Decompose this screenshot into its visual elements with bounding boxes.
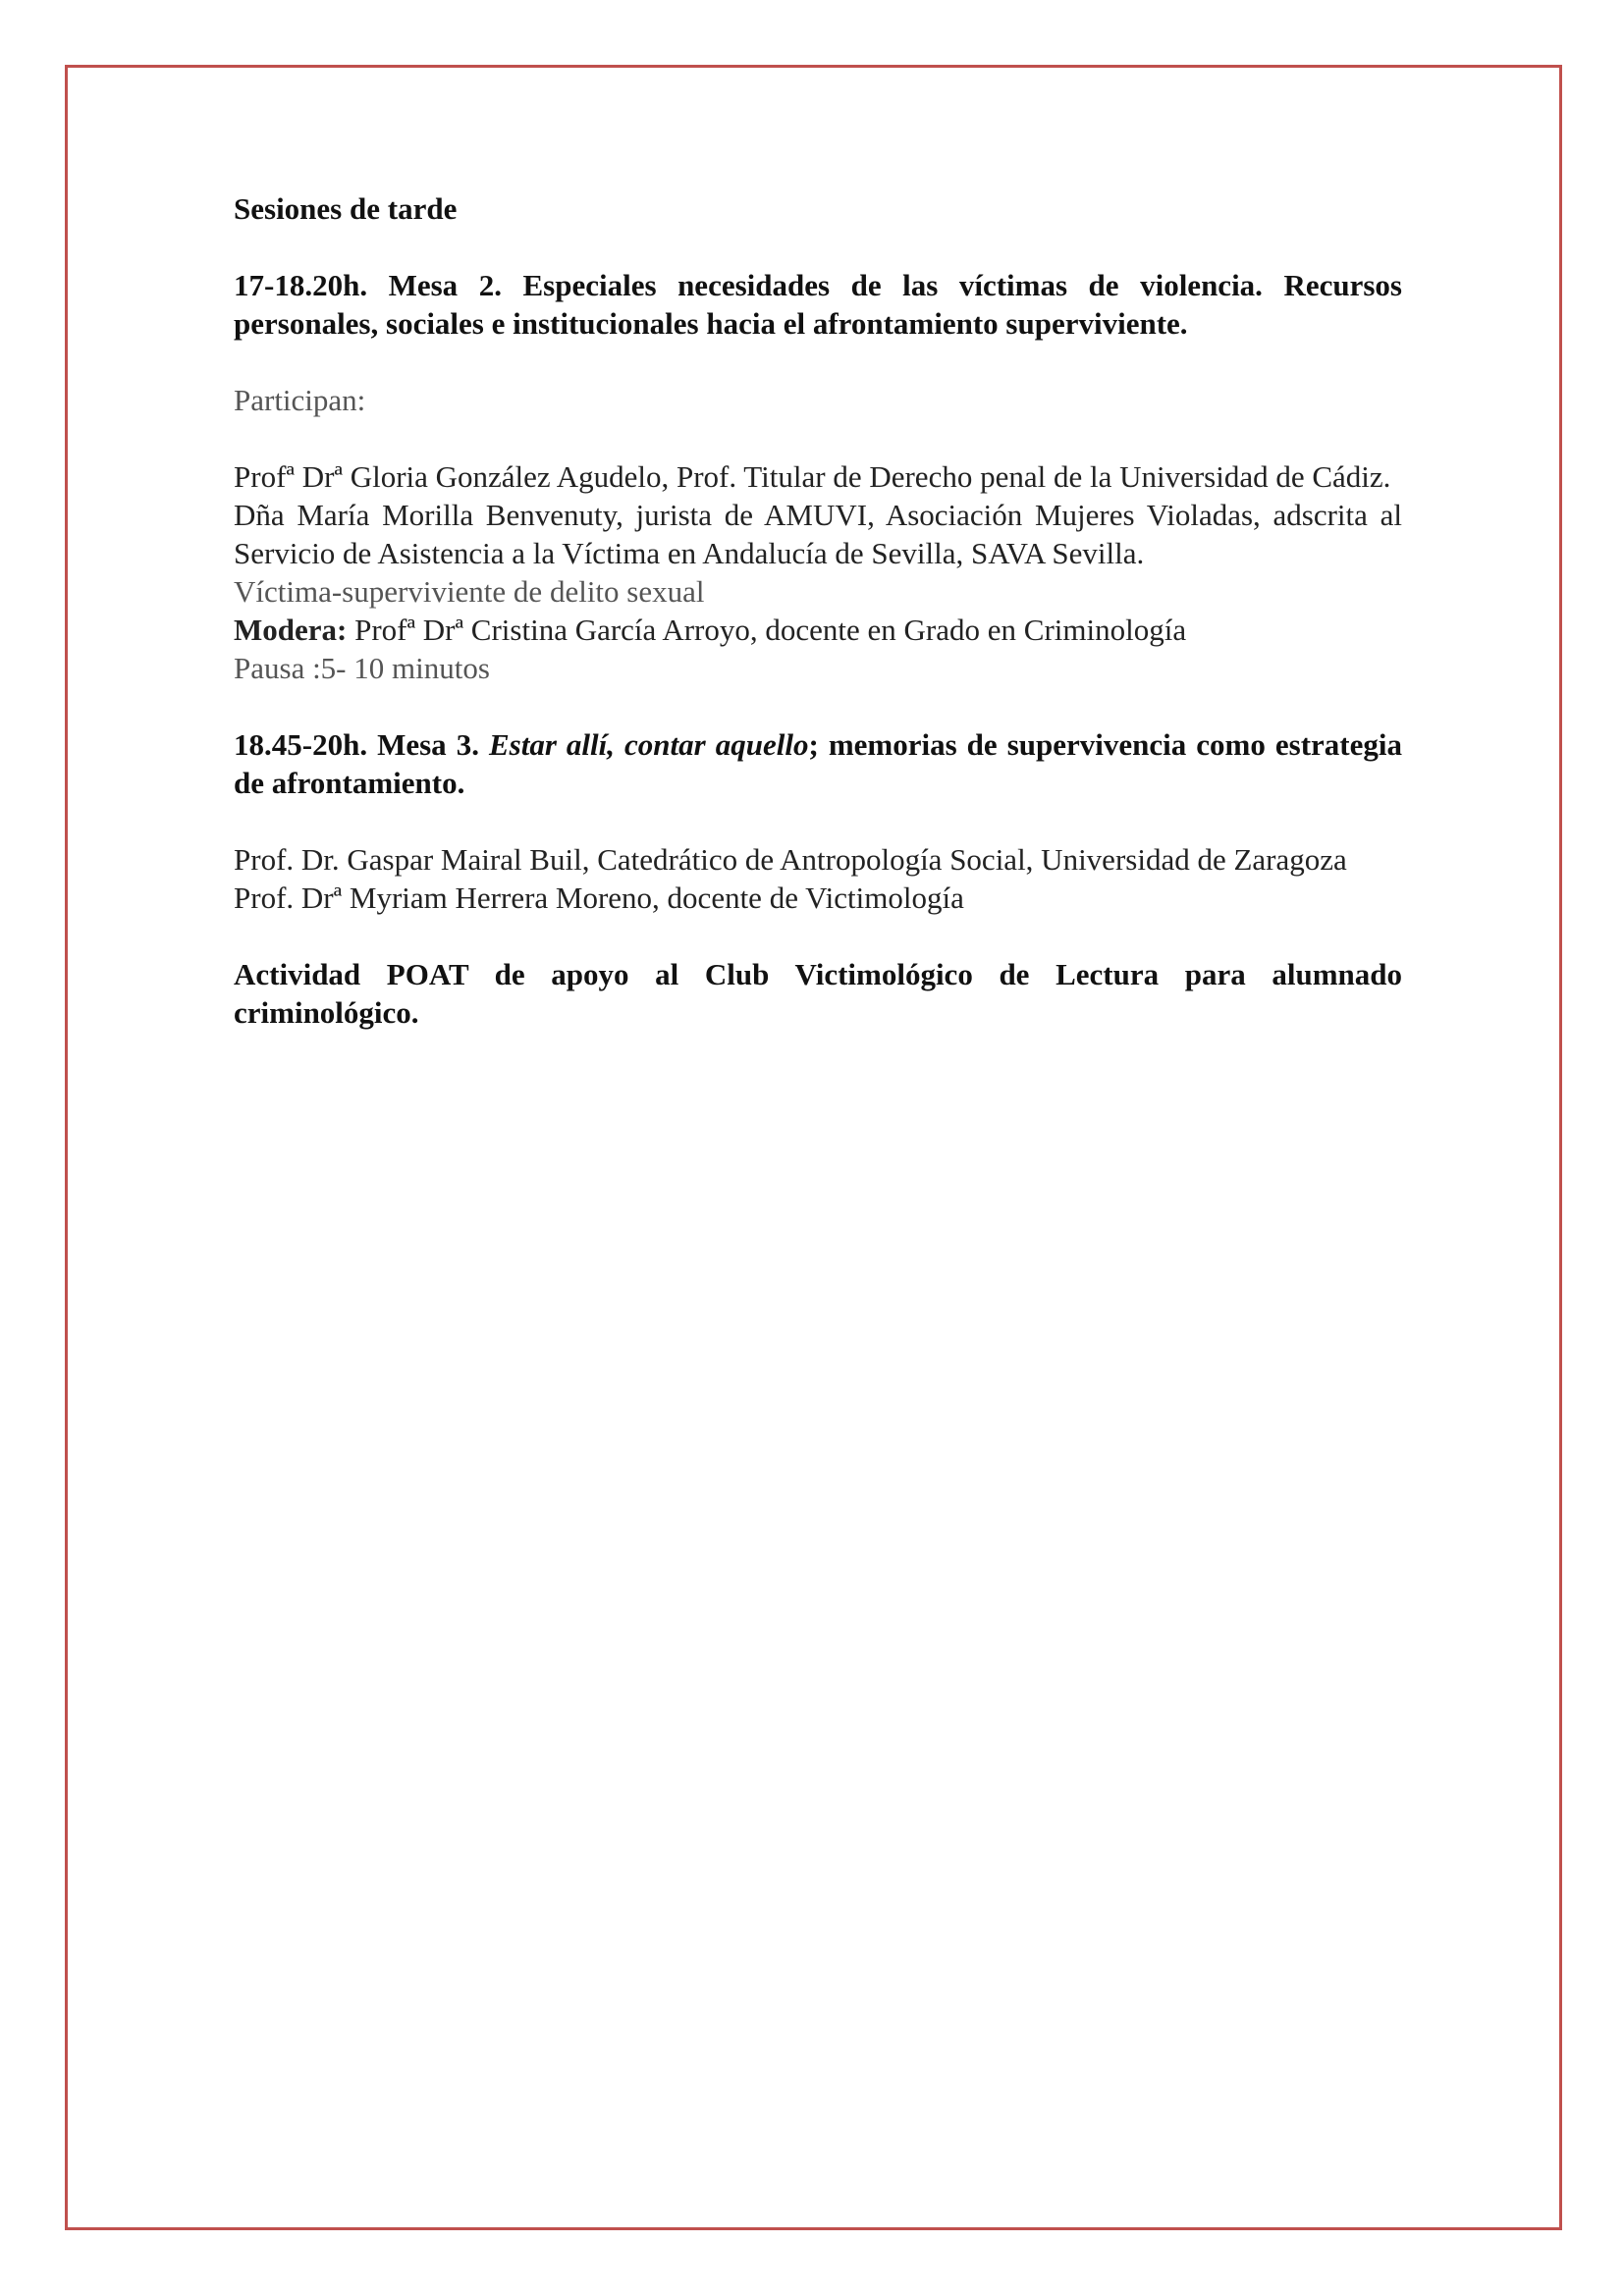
mesa2-participant-1: Profª Drª Gloria González Agudelo, Prof. Titular de Derecho penal de la Universidad de Cádiz. [234, 459, 1391, 494]
activity-note: Actividad POAT de apoyo al Club Victimológico de Lectura para alumnado criminológico. [234, 957, 1402, 1030]
spacer [234, 419, 1402, 457]
mesa3-title-suffix: ; memorias de supervivencia como estrategia de afrontamiento. [234, 727, 1402, 800]
mesa3-title [234, 725, 1402, 802]
spacer [234, 228, 1402, 266]
moderator-name: Profª Drª Cristina García Arroyo, docente en Grado en Criminología [347, 613, 1187, 647]
spacer [234, 687, 1402, 725]
victim-note: Víctima-superviviente de delito sexual [234, 574, 705, 609]
section-heading: Sesiones de tarde [234, 191, 458, 226]
mesa3-participant-2: Prof. Drª Myriam Herrera Moreno, docente de Victimología [234, 881, 964, 915]
document-body [234, 189, 1402, 1032]
spacer [234, 802, 1402, 840]
mesa2-title: 17-18.20h. Mesa 2. Especiales necesidades de las víctimas de violencia. Recursos personales, sociales e institucionales hacia el afrontamiento superviviente. [234, 268, 1402, 341]
spacer [234, 917, 1402, 955]
moderator-label: Modera: [234, 613, 348, 647]
mesa3-title-prefix: 18.45-20h. Mesa 3. [234, 727, 489, 762]
mesa3-title-italic: Estar allí, contar aquello [488, 727, 809, 762]
mesa2-participant-2: Dña María Morilla Benvenuty, jurista de AMUVI, Asociación Mujeres Violadas, adscrita al Servicio de Asistencia a la Víctima en Andalucía de Sevilla, SAVA Sevilla. [234, 498, 1402, 570]
spacer [234, 343, 1402, 381]
mesa3-participant-1: Prof. Dr. Gaspar Mairal Buil, Catedrático de Antropología Social, Universidad de Zaragoza [234, 842, 1347, 877]
pause-note: Pausa :5- 10 minutos [234, 651, 490, 685]
moderator-line [234, 611, 1402, 649]
participan-label: Participan: [234, 383, 366, 417]
